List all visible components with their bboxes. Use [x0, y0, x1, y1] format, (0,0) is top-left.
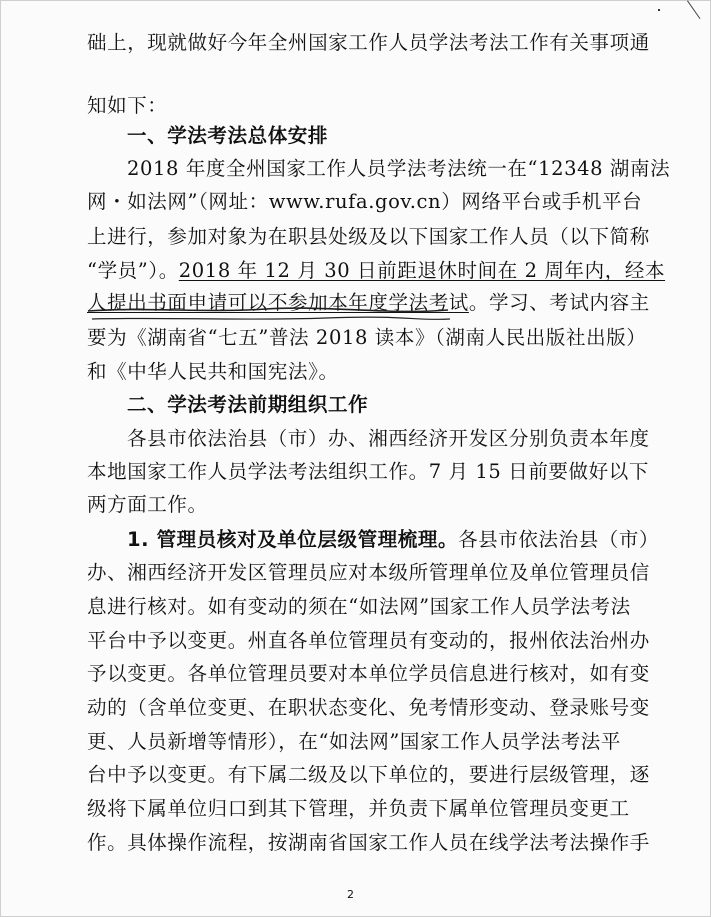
body-text: 。学习、考试内容主 — [468, 291, 650, 314]
body-line — [87, 257, 666, 284]
page-number: 2 — [347, 888, 354, 901]
body-line: 予以变更。各单位管理员要对本单位学员信息进行核对，如有变 — [87, 662, 650, 685]
body-line: 2018 年度全州国家工作人员学法考法统一在“12348 湖南法 — [127, 157, 671, 180]
body-line: 级将下属单位归口到其下管理，并负责下属单位管理员变更工 — [87, 797, 630, 820]
body-line: 两方面工作。 — [87, 493, 208, 516]
body-line — [127, 526, 667, 553]
body-line: 息进行核对。如有变动的须在“如法网”国家工作人员学法考法 — [87, 595, 631, 618]
underlined-text: 2018 年 12 月 30 日前距退休时间在 2 周年内，经本 — [178, 259, 666, 282]
section-heading-2: 二、学法考法前期组织工作 — [127, 393, 369, 416]
body-line: 动的（含单位变更、在职状态变化、免考情形变动、登录账号变 — [87, 696, 650, 719]
body-line: 要为《湖南省“七五”普法 2018 读本》（湖南人民出版社出版） — [87, 326, 647, 349]
section-heading-1: 一、学法考法总体安排 — [127, 124, 329, 147]
body-text: 各县市依法治县（市） — [458, 528, 660, 551]
body-line: 网・如法网”（网址：www.rufa.gov.cn）网络平台或手机平台 — [87, 190, 643, 213]
body-line: 各县市依法治县（市）办、湘西经济开发区分别负责本年度 — [127, 427, 650, 450]
scan-speck — [658, 9, 660, 11]
body-text: “学员”）。 — [87, 259, 179, 282]
subsection-title: 1. 管理员核对及单位层级管理梳理。 — [127, 528, 459, 551]
body-line: 上进行，参加对象为在职县处级及以下国家工作人员（以下简称 — [87, 225, 650, 248]
body-line: 平台中予以变更。州直各单位管理员有变动的，报州依法治州办 — [87, 629, 650, 652]
body-line: 和《中华人民共和国宪法》。 — [87, 360, 339, 383]
body-line: 更、人员新增等情形），在“如法网”国家工作人员学法考法平 — [87, 730, 621, 753]
body-line: 本地国家工作人员学法考法组织工作。7 月 15 日前要做好以下 — [87, 460, 649, 483]
body-line: 办、湘西经济开发区管理员应对本级所管理单位及单位管理员信 — [87, 561, 650, 584]
handwritten-strikethrough — [86, 297, 456, 327]
struck-through-text: 人提出书面申请可以不参加本年度学法考试 — [87, 291, 469, 314]
body-line: 础上，现就做好今年全州国家工作人员学法考法工作有关事项通 — [87, 31, 650, 54]
body-line: 台中予以变更。有下属二级及以下单位的，要进行层级管理，逐 — [87, 763, 650, 786]
body-line: 知如下： — [87, 94, 168, 117]
body-line: 作。具体操作流程，按湖南省国家工作人员在线学法考法操作手 — [87, 831, 650, 854]
scan-mark — [687, 0, 700, 19]
